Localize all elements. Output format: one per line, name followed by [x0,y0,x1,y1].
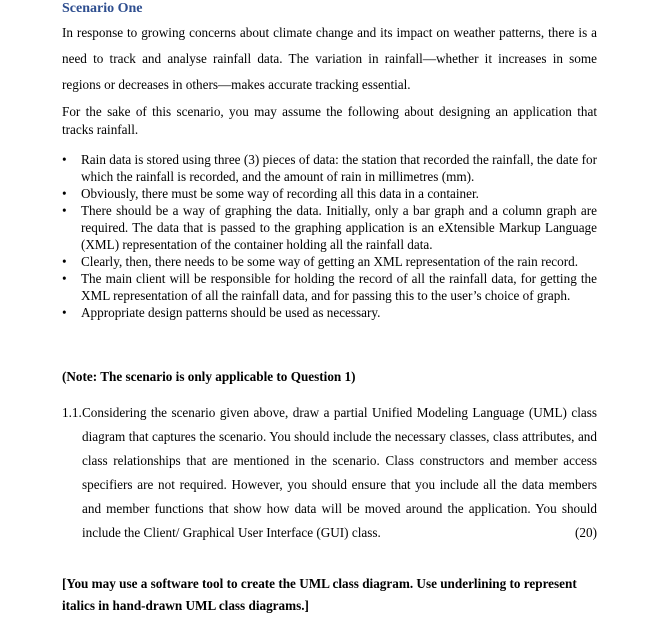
list-item-text: Rain data is stored using three (3) pieces of data: the station that recorded the rainfall, the date for which the rainfall is recorded, and the amount of rain in millimetres (mm). [81,152,597,184]
question-text: Considering the scenario given above, draw a partial Unified Modeling Language (UML) class diagram that captures the scenario. You should include the necessary classes, class attributes, and class relationships that are mentioned in the scenario. Class constructors and member access specifiers are not required. However, you should ensure that you include all the data members and member functions that show how data will be moved around the application. You should include the Client/ Graphical User Interface (GUI) class. [82,405,597,540]
bullet-icon: • [62,186,67,201]
bullet-icon: • [62,271,67,286]
question-marks: (20) [575,525,597,540]
list-item [62,270,597,304]
list-item [62,202,597,253]
assumption-paragraph: For the sake of this scenario, you may assume the following about designing an application that tracks rainfall. [62,104,597,137]
list-item-text: There should be a way of graphing the data. Initially, only a bar graph and a column graph are required. The data that is passed to the graphing application is an eXtensible Markup Language (XML) representation of the container holding all the rainfall data. [81,203,597,252]
list-item [62,304,597,321]
scenario-note: (Note: The scenario is only applicable to Question 1) [62,369,356,384]
intro-paragraph: In response to growing concerns about climate change and its impact on weather patterns, there is a need to track and analyse rainfall data. The variation in rainfall—whether it increases in some regions or decreases in others—makes accurate tracking essential. [62,25,597,92]
question-text-block [82,401,597,545]
assumptions-list [62,151,597,321]
question-number: 1.1. [62,405,82,420]
list-item [62,185,597,202]
list-item-text: Obviously, there must be some way of recording all this data in a container. [81,186,479,201]
bullet-icon: • [62,254,67,269]
bullet-icon: • [62,203,67,218]
bullet-icon: • [62,305,67,320]
list-item-text: The main client will be responsible for holding the record of all the rainfall data, for getting the XML representation of all the rainfall data, and for passing this to the user’s choice of graph. [81,271,597,303]
list-item-text: Appropriate design patterns should be used as necessary. [81,305,381,320]
question-1-1 [62,401,597,545]
section-heading: Scenario One [62,1,143,16]
bullet-icon: • [62,152,67,167]
list-item [62,253,597,270]
list-item-text: Clearly, then, there needs to be some way of getting an XML representation of the rain record. [81,254,579,269]
list-item [62,151,597,185]
footer-instruction: [You may use a software tool to create the UML class diagram. Use underlining to represent italics in hand-drawn UML class diagrams.] [62,576,577,613]
